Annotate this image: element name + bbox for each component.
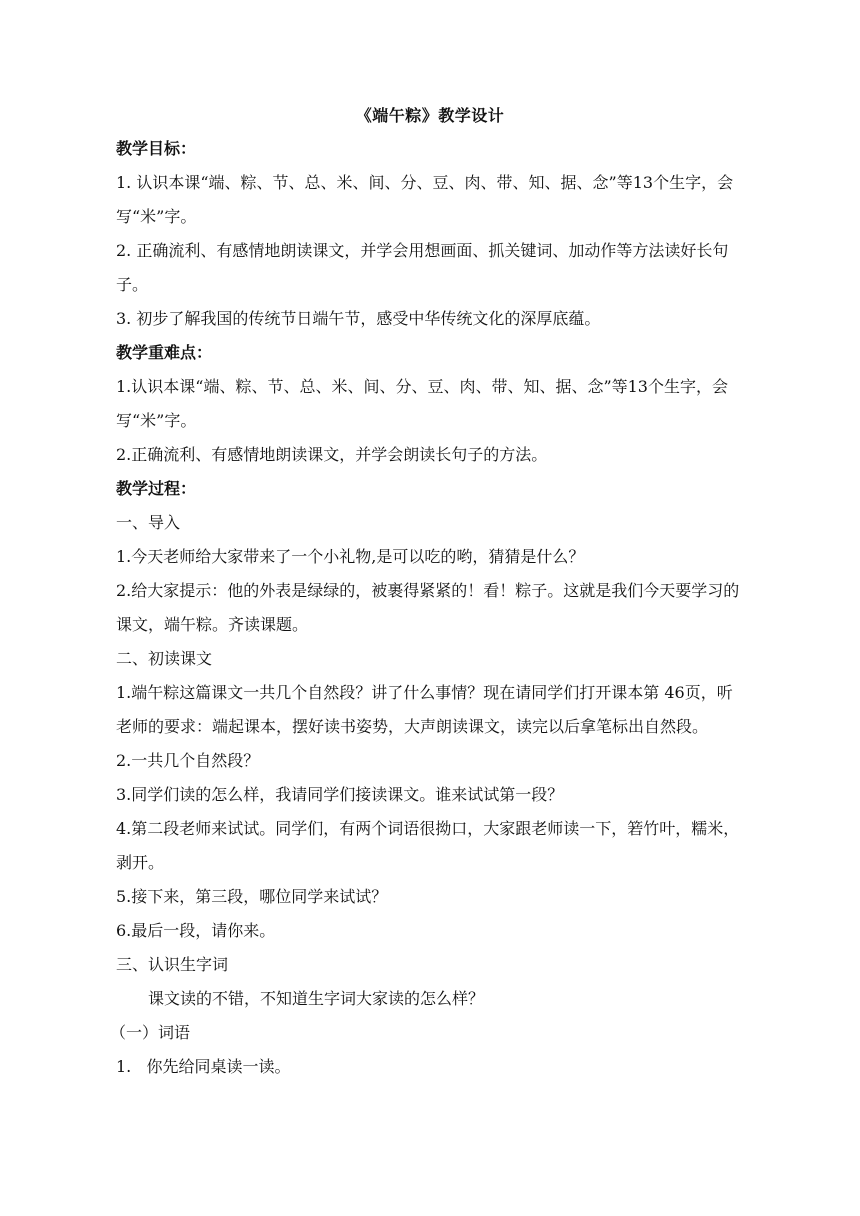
part1-item: 1.今天老师给大家带来了一个小礼物,是可以吃的哟，猜猜是什么？ — [116, 547, 585, 566]
part2-item: 5.接下来，第三段，哪位同学来试试？ — [116, 887, 388, 906]
part1-heading: 一、导入 — [116, 513, 181, 532]
part3-sub-heading: （一）词语 — [110, 1023, 191, 1042]
part2-item: 6.最后一段，请你来。 — [116, 921, 276, 940]
goals-heading: 教学目标： — [116, 139, 197, 158]
document-title: 《端午粽》教学设计 — [355, 106, 505, 125]
part3-item: 1. 你先给同桌读一读。 — [116, 1057, 291, 1076]
part3-heading: 三、认识生字词 — [116, 955, 229, 974]
goal-item: 3. 初步了解我国的传统节日端午节，感受中华传统文化的深厚底蕴。 — [116, 309, 601, 328]
key-point-item: 2.正确流利、有感情地朗读课文，并学会朗读长句子的方法。 — [116, 445, 548, 464]
process-heading: 教学过程： — [116, 479, 197, 498]
part2-heading: 二、初读课文 — [116, 649, 213, 668]
goal-item: 2. 正确流利、有感情地朗读课文，并学会用想画面、抓关键词、加动作等方法读好长句子。 — [116, 241, 729, 294]
document-body — [110, 132, 748, 1084]
part2-item: 1.端午粽这篇课文一共几个自然段？讲了什么事情？现在请同学们打开课本第 46页，听老师的要求：端起课本，摆好读书姿势，大声朗读课文，读完以后拿笔标出自然段。 — [116, 683, 733, 736]
part2-item: 4.第二段老师来试试。同学们，有两个词语很拗口，大家跟老师读一下，箬竹叶，糯米，剥开。 — [116, 819, 740, 872]
part2-item: 2.一共几个自然段？ — [116, 751, 260, 770]
key-points-heading: 教学重难点： — [116, 343, 213, 362]
part3-intro: 课文读的不错，不知道生字词大家读的怎么样？ — [148, 989, 485, 1008]
goal-item: 1. 认识本课“端、粽、节、总、米、间、分、豆、肉、带、知、据、念”等13个生字，会写“米”字。 — [116, 173, 734, 226]
part2-item: 3.同学们读的怎么样，我请同学们接读课文。谁来试试第一段？ — [116, 785, 564, 804]
key-point-item: 1.认识本课“端、粽、节、总、米、间、分、豆、肉、带、知、据、念”等13个生字，会写“米”字。 — [116, 377, 728, 430]
part1-item: 2.给大家提示：他的外表是绿绿的，被裹得紧紧的！看！粽子。这就是我们今天要学习的课文，端午粽。齐读课题。 — [116, 581, 740, 634]
